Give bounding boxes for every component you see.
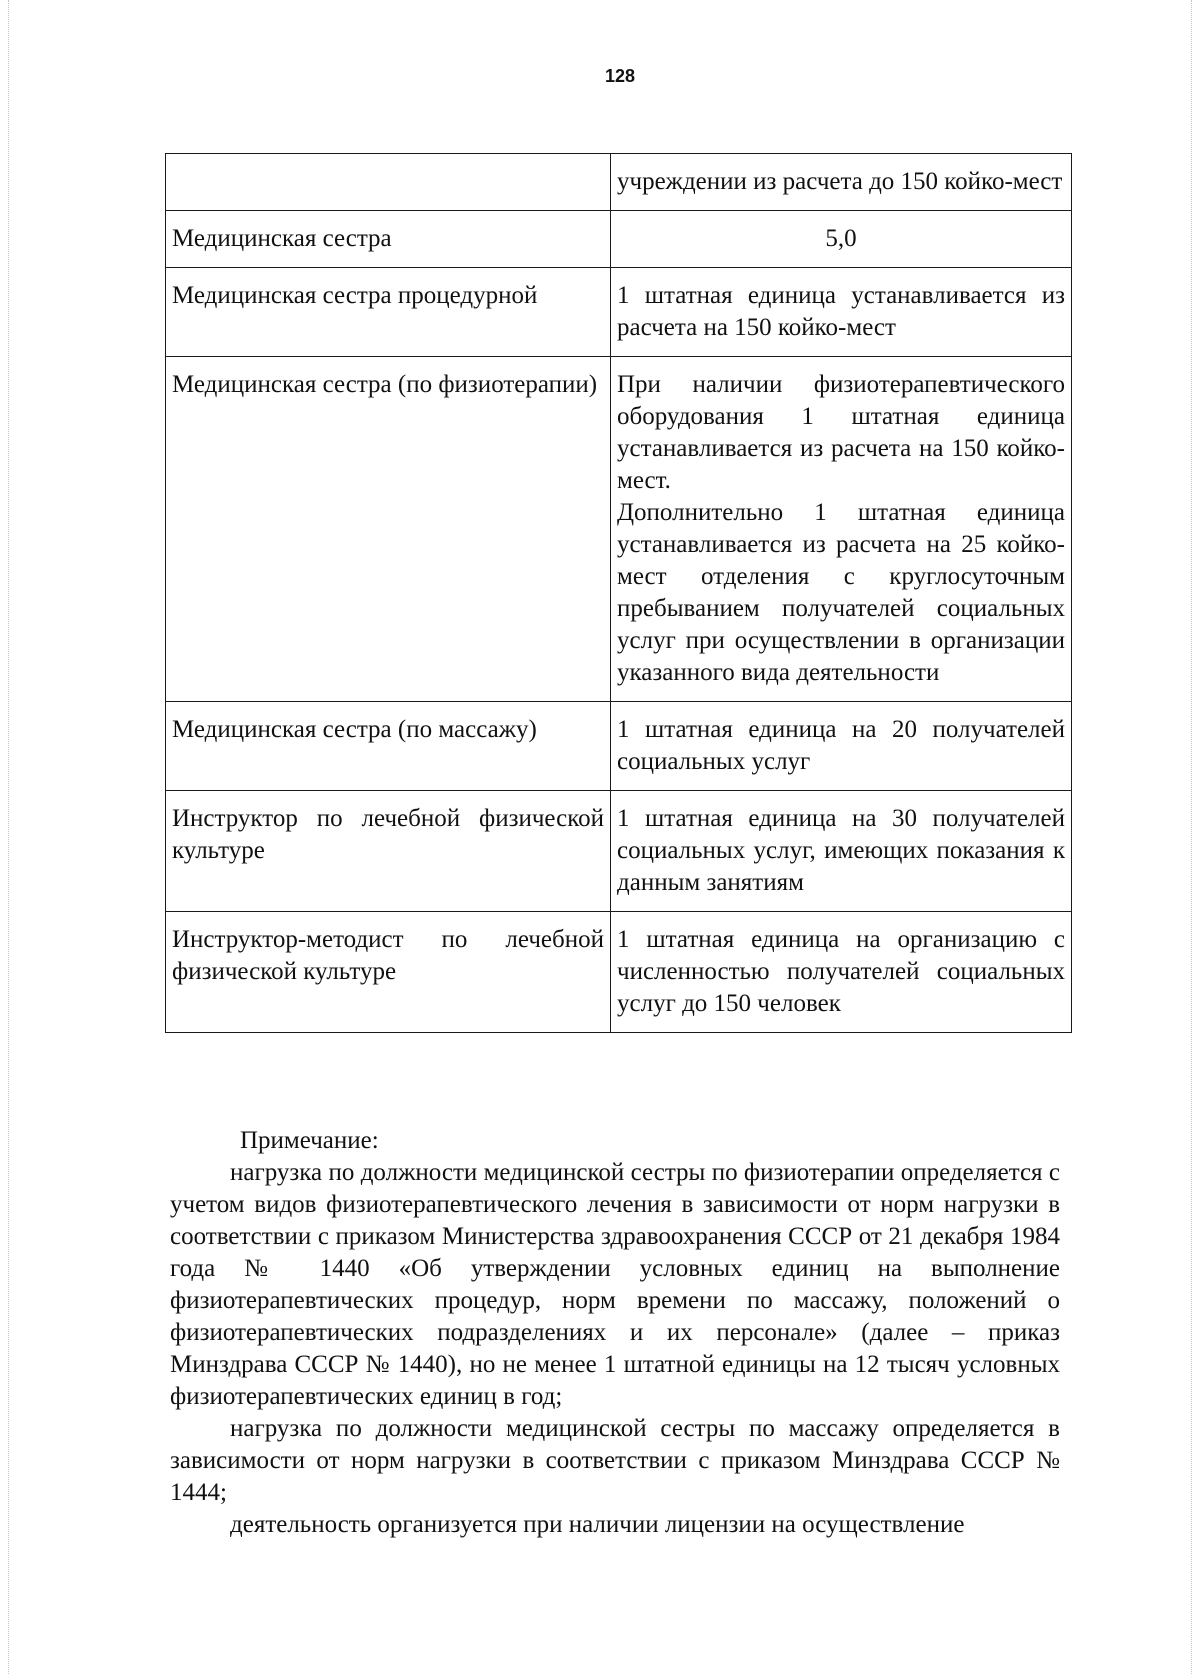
note-paragraph: деятельность организуется при наличии лицензии на осуществление — [230, 1511, 965, 1538]
note-paragraph: нагрузка по должности медицинской сестры по физиотерапии определяется с учетом видов физиотерапевтического лечения в зависимости от норм нагрузки в соответствии с приказом Министерства здравоохранения СССР от 21 декабря 1984 года № 1440 «Об утверждении условных единиц на выполнение физиотерапевтических процедур, норм времени по массажу, положений о физиотерапевтических подразделениях и их персонале» (далее – приказ Минздрава СССР № 1440), но не менее 1 штатной единицы на 12 тысяч условных физиотерапевтических единиц в год; — [170, 1159, 1060, 1410]
norm-cell: 5,0 — [611, 211, 1072, 268]
position-cell: Инструктор по лечебной физической культуре — [166, 791, 611, 912]
position-cell: Медицинская сестра — [166, 211, 611, 268]
position-cell: Инструктор-методист по лечебной физической культуре — [166, 912, 611, 1033]
norm-cell: 1 штатная единица устанавливается из расчета на 150 койко-мест — [611, 268, 1072, 357]
norm-cell: 1 штатная единица на организацию с численностью получателей социальных услуг до 150 человек — [611, 912, 1072, 1033]
norm-cell: 1 штатная единица на 30 получателей социальных услуг, имеющих показания к данным занятиям — [611, 791, 1072, 912]
table-row — [166, 211, 1072, 268]
staffing-table — [165, 153, 1072, 1033]
note-paragraph: нагрузка по должности медицинской сестры по массажу определяется в зависимости от норм нагрузки в соответствии с приказом Минздрава СССР № 1444; — [170, 1415, 1060, 1506]
position-cell: Медицинская сестра (по массажу) — [166, 702, 611, 791]
norm-extra-text: Дополнительно 1 штатная единица устанавливается из расчета на 25 койко-мест отделения с круглосуточным пребыванием получателей социальных услуг при осуществлении в организации указанного вида деятельности — [617, 499, 1065, 686]
position-cell: Медицинская сестра процедурной — [166, 268, 611, 357]
scan-edge-left — [8, 0, 11, 1674]
table-row — [166, 912, 1072, 1033]
position-cell: Медицинская сестра (по физиотерапии) — [166, 357, 611, 702]
table-row — [166, 702, 1072, 791]
page-number: 128 — [604, 66, 636, 86]
norm-text: При наличии физиотерапевтического оборудования 1 штатная единица устанавливается из расчета на 150 койко-мест. — [617, 371, 1065, 494]
table-row — [166, 268, 1072, 357]
notes-section — [170, 1125, 1060, 1541]
norm-cell: 1 штатная единица на 20 получателей социальных услуг — [611, 702, 1072, 791]
scan-edge-right — [1189, 0, 1192, 1674]
notes-title: Примечание: — [240, 1127, 379, 1154]
table-row — [166, 791, 1072, 912]
norm-cell: учреждении из расчета до 150 койко-мест — [611, 154, 1072, 211]
table-row — [166, 154, 1072, 211]
position-cell — [166, 154, 611, 211]
table-row — [166, 357, 1072, 702]
norm-cell — [611, 357, 1072, 702]
